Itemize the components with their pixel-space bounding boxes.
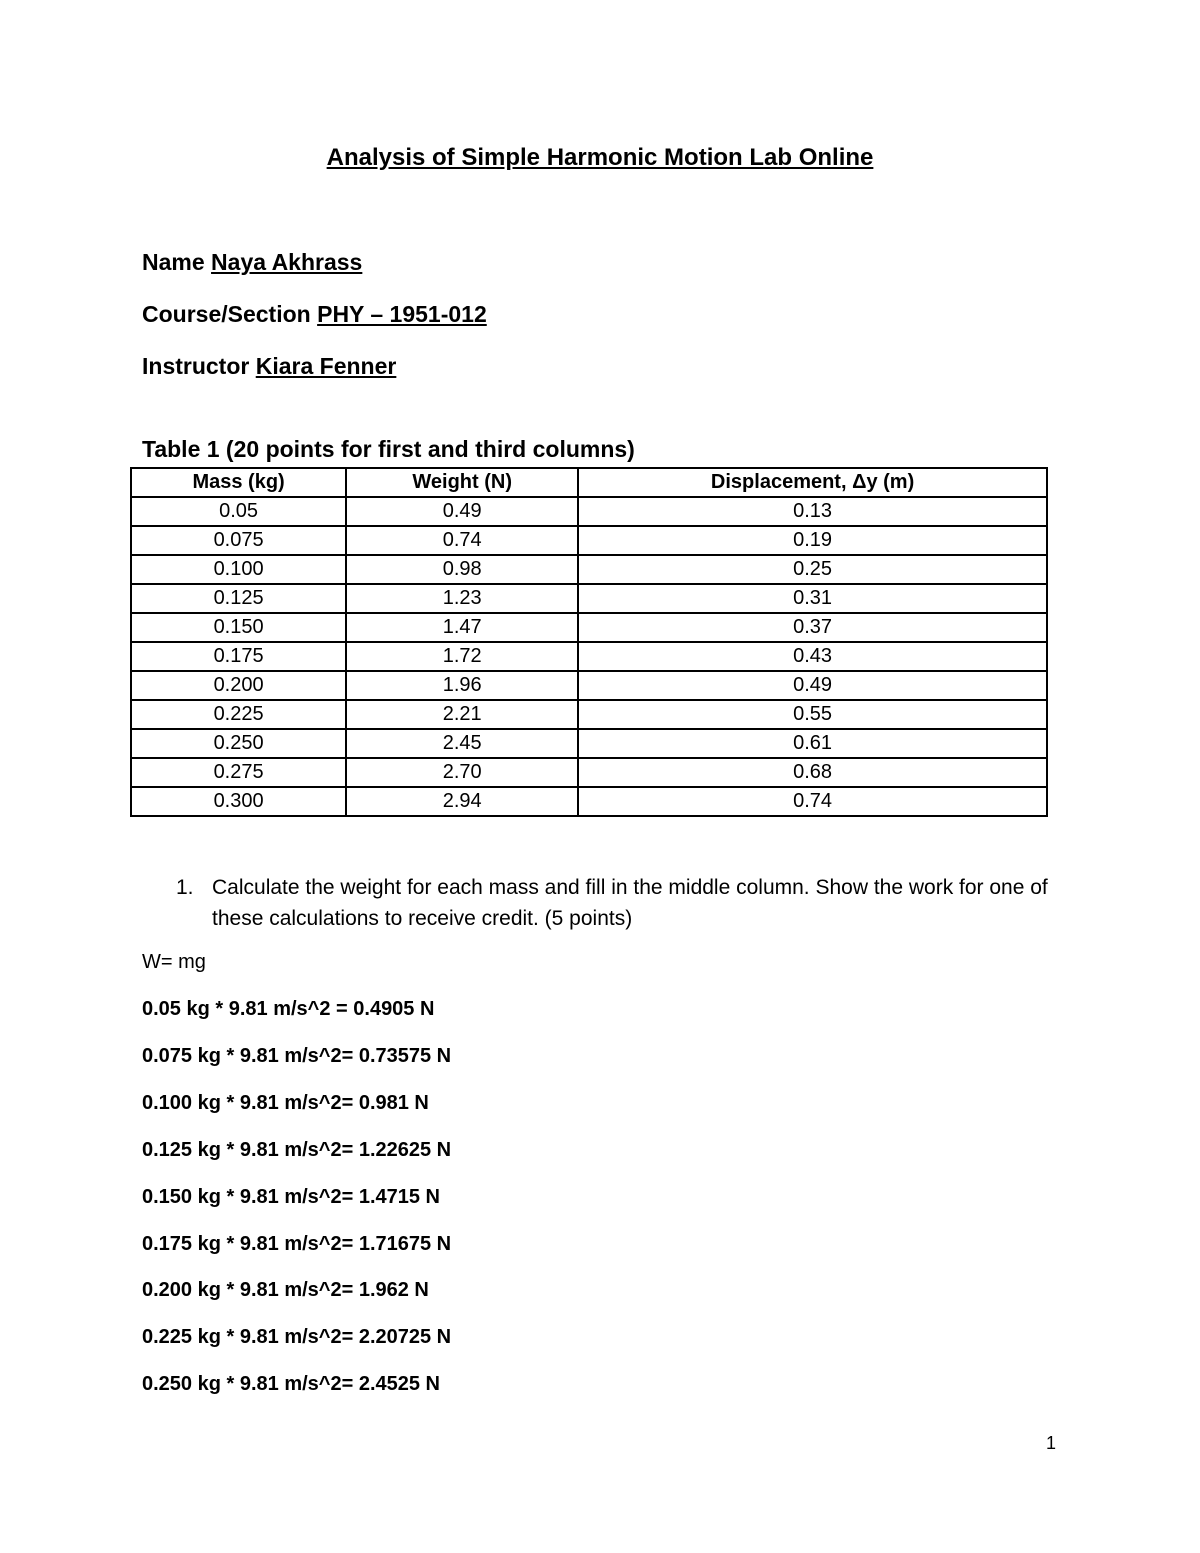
calculation-line: 0.100 kg * 9.81 m/s^2= 0.981 N <box>142 1092 429 1114</box>
table-header-row <box>131 468 1047 497</box>
calculation-line: 0.175 kg * 9.81 m/s^2= 1.71675 N <box>142 1233 452 1255</box>
weight-cell: 2.21 <box>346 700 578 729</box>
name-label: Name <box>142 249 205 275</box>
calculation-line: 0.05 kg * 9.81 m/s^2 = 0.4905 N <box>142 998 435 1020</box>
weight-cell: 0.74 <box>346 526 578 555</box>
weight-cell: 2.45 <box>346 729 578 758</box>
table-row <box>131 758 1047 787</box>
course-section-field <box>142 301 487 328</box>
instructor-label: Instructor <box>142 353 250 379</box>
weight-cell: 1.47 <box>346 613 578 642</box>
table-row <box>131 526 1047 555</box>
weight-cell: 1.23 <box>346 584 578 613</box>
displacement-cell: 0.31 <box>578 584 1047 613</box>
weight-cell: 1.72 <box>346 642 578 671</box>
mass-cell: 0.125 <box>131 584 346 613</box>
displacement-cell: 0.61 <box>578 729 1047 758</box>
data-table <box>130 467 1048 817</box>
displacement-cell: 0.49 <box>578 671 1047 700</box>
weight-cell: 2.70 <box>346 758 578 787</box>
displacement-cell: 0.74 <box>578 787 1047 816</box>
calculation-line: 0.150 kg * 9.81 m/s^2= 1.4715 N <box>142 1186 440 1208</box>
displacement-cell: 0.37 <box>578 613 1047 642</box>
table-row <box>131 671 1047 700</box>
course-section-label: Course/Section <box>142 301 311 327</box>
mass-cell: 0.05 <box>131 497 346 526</box>
header-weight: Weight (N) <box>346 468 578 497</box>
calculation-line: 0.225 kg * 9.81 m/s^2= 2.20725 N <box>142 1326 452 1348</box>
question-number: 1. <box>176 876 194 899</box>
weight-cell: 1.96 <box>346 671 578 700</box>
header-mass: Mass (kg) <box>131 468 346 497</box>
page-number: 1 <box>1046 1433 1057 1453</box>
name-value: Naya Akhrass <box>211 249 363 275</box>
question-text: Calculate the weight for each mass and fill in the middle column. Show the work for one of these calculations to receive credit. (5 points) <box>212 876 1048 930</box>
mass-cell: 0.200 <box>131 671 346 700</box>
mass-cell: 0.250 <box>131 729 346 758</box>
calculation-line: 0.125 kg * 9.81 m/s^2= 1.22625 N <box>142 1139 452 1161</box>
header-displacement: Displacement, Δy (m) <box>578 468 1047 497</box>
displacement-cell: 0.43 <box>578 642 1047 671</box>
table-row <box>131 642 1047 671</box>
question-1 <box>176 872 1066 934</box>
displacement-cell: 0.19 <box>578 526 1047 555</box>
mass-cell: 0.175 <box>131 642 346 671</box>
table-row <box>131 787 1047 816</box>
calculation-line: 0.250 kg * 9.81 m/s^2= 2.4525 N <box>142 1373 440 1395</box>
mass-cell: 0.225 <box>131 700 346 729</box>
table-row <box>131 729 1047 758</box>
weight-formula: W= mg <box>142 951 206 973</box>
name-field <box>142 249 362 276</box>
mass-cell: 0.100 <box>131 555 346 584</box>
instructor-field <box>142 353 396 380</box>
weight-cell: 0.49 <box>346 497 578 526</box>
displacement-cell: 0.55 <box>578 700 1047 729</box>
instructor-value: Kiara Fenner <box>255 353 397 379</box>
table-row <box>131 555 1047 584</box>
weight-cell: 0.98 <box>346 555 578 584</box>
displacement-cell: 0.68 <box>578 758 1047 787</box>
weight-cell: 2.94 <box>346 787 578 816</box>
mass-cell: 0.150 <box>131 613 346 642</box>
table-row <box>131 497 1047 526</box>
table-row <box>131 584 1047 613</box>
mass-cell: 0.300 <box>131 787 346 816</box>
table-caption: Table 1 (20 points for first and third columns) <box>142 436 635 462</box>
displacement-cell: 0.13 <box>578 497 1047 526</box>
calculation-line: 0.075 kg * 9.81 m/s^2= 0.73575 N <box>142 1045 452 1067</box>
displacement-cell: 0.25 <box>578 555 1047 584</box>
table-row <box>131 700 1047 729</box>
table-row <box>131 613 1047 642</box>
calculation-line: 0.200 kg * 9.81 m/s^2= 1.962 N <box>142 1279 429 1301</box>
page-title: Analysis of Simple Harmonic Motion Lab Online <box>326 144 874 171</box>
course-section-value: PHY – 1951-012 <box>317 301 487 327</box>
mass-cell: 0.275 <box>131 758 346 787</box>
mass-cell: 0.075 <box>131 526 346 555</box>
